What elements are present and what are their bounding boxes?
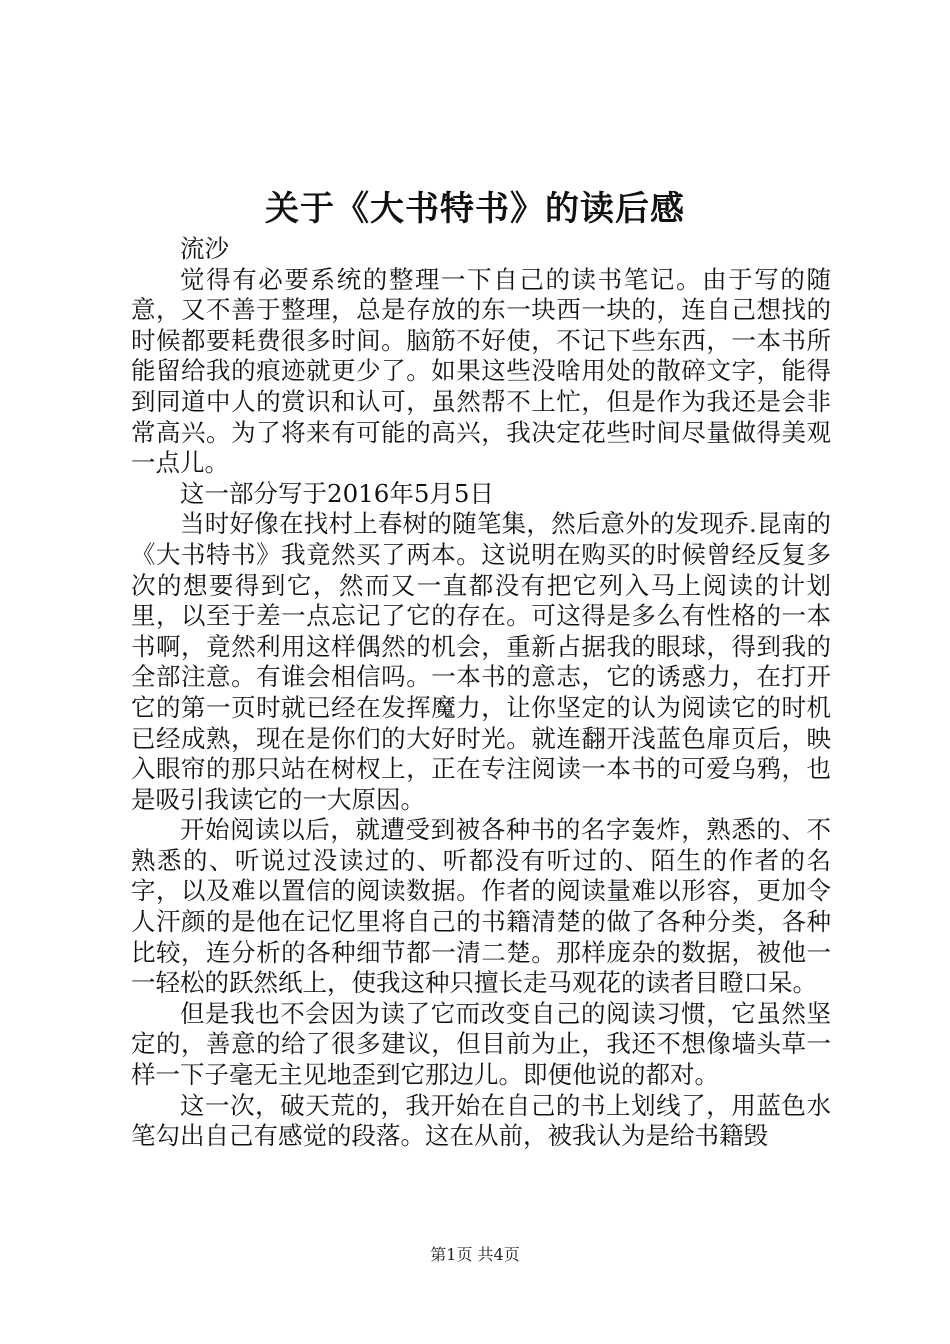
paragraph: 这一部分写于2016年5月5日 xyxy=(180,478,495,508)
paragraph: 但是我也不会因为读了它而改变自己的阅读习惯，它虽然坚定的，善意的给了很多建议，但目前为止，我还不想像墙头草一样一下子毫无主见地歪到它那边儿。即便他说的都对。 xyxy=(131,998,831,1090)
paragraph: 觉得有必要系统的整理一下自己的读书笔记。由于写的随意，又不善于整理，总是存放的东一块西一块的，连自己想找的时候都要耗费很多时间。脑筋不好使，不记下些东西，一本书所能留给我的痕迹就更少了。如果这些没啥用处的散碎文字，能得到同道中人的赏识和认可，虽然帮不上忙，但是作为我还是会非常高兴。为了将来有可能的高兴，我决定花些时间尽量做得美观一点儿。 xyxy=(131,264,831,478)
author-line: 流沙 xyxy=(180,234,229,263)
paragraph: 这一次，破天荒的，我开始在自己的书上划线了，用蓝色水笔勾出自己有感觉的段落。这在从前，被我认为是给书籍毁 xyxy=(131,1090,831,1151)
document-body xyxy=(131,234,831,1152)
page-footer: 第1页 共4页 xyxy=(430,1245,520,1264)
paragraph: 当时好像在找村上春树的随笔集，然后意外的发现乔.昆南的《大书特书》我竟然买了两本。这说明在购买的时候曾经反复多次的想要得到它，然而又一直都没有把它列入马上阅读的计划里，以至于差一点忘记了它的存在。可这得是多么有性格的一本书啊，竟然利用这样偶然的机会，重新占据我的眼球，得到我的全部注意。有谁会相信吗。一本书的意志，它的诱惑力，在打开它的第一页时就已经在发挥魔力，让你坚定的认为阅读它的时机已经成熟，现在是你们的大好时光。就连翻开浅蓝色扉页后，映入眼帘的那只站在树杈上，正在专注阅读一本书的可爱乌鸦，也是吸引我读它的一大原因。 xyxy=(131,509,831,814)
paragraph: 开始阅读以后，就遭受到被各种书的名字轰炸，熟悉的、不熟悉的、听说过没读过的、听都没有听过的、陌生的作者的名字，以及难以置信的阅读数据。作者的阅读量难以形容，更加令人汗颜的是他在记忆里将自己的书籍清楚的做了各种分类，各种比较，连分析的各种细节都一清二楚。那样庞杂的数据，被他一一轻松的跃然纸上，使我这种只擅长走马观花的读者目瞪口呆。 xyxy=(131,815,831,998)
document-title: 关于《大书特书》的读后感 xyxy=(265,189,685,229)
